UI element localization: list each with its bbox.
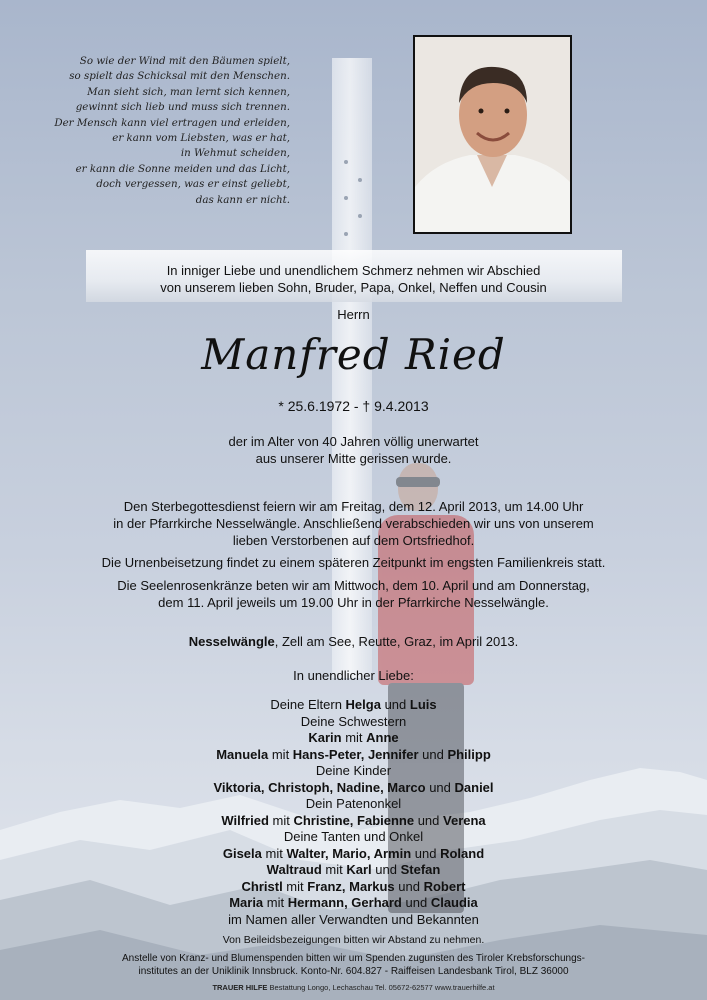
mourner-line <box>0 747 707 764</box>
mourner-text: Deine Tanten und Onkel <box>283 829 424 844</box>
mourner-name: Anne <box>366 730 399 745</box>
funeral-service-text <box>0 498 707 549</box>
mourner-name: Viktoria, Christoph, Nadine, Marco <box>213 779 426 795</box>
donation-line: institutes an der Uniklinik Innsbruck. Konto-Nr. 604.827 - Raiffeisen Landesbank Tirol, BLZ 36000 <box>138 966 569 977</box>
mourner-name: Hans-Peter, Jennifer <box>292 746 419 762</box>
mourner-line <box>0 829 707 846</box>
mourner-text: und <box>394 878 424 894</box>
mourner-text: mit <box>341 730 367 745</box>
footer-brand: TRAUER HILFE <box>212 983 268 992</box>
mourner-text: Deine Kinder <box>315 763 392 778</box>
mourner-text: Deine Eltern <box>270 697 346 712</box>
mourner-text: und <box>371 862 401 877</box>
mourner-name: Manuela <box>216 746 269 762</box>
mourner-name: Christine, Fabienne <box>293 812 415 828</box>
mourner-text: Dein Patenonkel <box>305 796 402 811</box>
mourner-name: Wilfried <box>221 812 269 828</box>
mourner-name: Stefan <box>400 862 441 877</box>
service-line: lieben Verstorbenen auf dem Ortsfriedhof. <box>232 533 475 548</box>
mourner-name: Luis <box>409 697 437 712</box>
mourner-text: und <box>401 895 431 910</box>
place-date <box>0 634 707 649</box>
mourner-text: mit <box>268 746 293 762</box>
service-line: Den Sterbegottesdienst feiern wir am Freitag, dem 12. April 2013, um 14.00 Uhr <box>123 499 584 514</box>
mourner-name: Daniel <box>454 779 494 795</box>
poem-line: er kann die Sonne meiden und das Licht, <box>75 162 290 175</box>
mourner-name: Helga <box>345 697 381 712</box>
place-name: Nesselwängle <box>188 634 275 649</box>
mourner-name: Waltraud <box>266 862 322 877</box>
urn-burial-text: Die Urnenbeisetzung findet zu einem späteren Zeitpunkt im engsten Familienkreis statt. <box>101 555 606 570</box>
poem-line: gewinnt sich lieb und muss sich trennen. <box>75 101 290 114</box>
poem <box>40 54 290 208</box>
mourner-name: Hermann, Gerhard <box>287 895 402 910</box>
mourner-text: Deine Schwestern <box>300 713 407 729</box>
poem-line: Der Mensch kann viel ertragen und erleiden, <box>54 116 290 129</box>
mourner-line <box>0 879 707 896</box>
mourner-text: und <box>418 746 448 762</box>
mourner-text: mit <box>263 895 288 910</box>
mourner-name: Roland <box>440 845 485 861</box>
mourner-name: Christl <box>241 878 283 894</box>
age-line: aus unserer Mitte gerissen wurde. <box>255 451 452 466</box>
mourner-line <box>0 796 707 813</box>
poem-line: doch vergessen, was er einst geliebt, <box>96 178 290 191</box>
mourner-line <box>0 780 707 797</box>
rosary-line: dem 11. April jeweils um 19.00 Uhr in der Pfarrkirche Nesselwängle. <box>158 595 549 610</box>
mourner-text: und <box>411 845 441 861</box>
mourner-line <box>0 763 707 780</box>
mourner-name: Claudia <box>430 895 478 910</box>
rosary-line: Die Seelenrosenkränze beten wir am Mittwoch, dem 10. April und am Donnerstag, <box>117 578 590 593</box>
mourner-name: Franz, Markus <box>307 878 395 894</box>
love-heading: In unendlicher Liebe: <box>293 668 414 683</box>
intro-line: von unserem lieben Sohn, Bruder, Papa, Onkel, Neffen und Cousin <box>160 280 547 295</box>
salutation: Herrn <box>337 307 370 322</box>
poem-line: das kann er nicht. <box>195 193 290 206</box>
age-line: der im Alter von 40 Jahren völlig unerwartet <box>228 434 479 449</box>
mourner-name: Karin <box>308 730 342 745</box>
mourner-line <box>0 697 707 714</box>
mourner-line <box>0 846 707 863</box>
mourner-text: und <box>380 697 410 712</box>
mourner-text: und <box>425 779 455 795</box>
service-line: in der Pfarrkirche Nesselwängle. Anschließend verabschieden wir uns von unserem <box>113 516 594 531</box>
mourner-line <box>0 730 707 747</box>
mourner-name: Maria <box>229 895 264 910</box>
mourner-line <box>0 862 707 879</box>
mourner-text: mit <box>261 845 287 861</box>
life-dates: * 25.6.1972 - † 9.4.2013 <box>278 398 429 414</box>
mourners-list <box>0 697 707 928</box>
mourner-text: im Namen aller Verwandten und Bekannten <box>228 911 479 927</box>
poem-line: So wie der Wind mit den Bäumen spielt, <box>79 55 290 67</box>
mourner-name: Gisela <box>222 845 262 861</box>
condolence-note: Von Beileidsbezeigungen bitten wir Abstand zu nehmen. <box>222 934 485 946</box>
undertaker-footer <box>0 983 707 992</box>
mourner-text: und <box>414 812 444 828</box>
mourner-line <box>0 714 707 731</box>
mourner-line <box>0 813 707 830</box>
donation-line: Anstelle von Kranz- und Blumenspenden bitten wir um Spenden zugunsten des Tiroler Krebsforschungs- <box>121 953 586 964</box>
mourner-name: Philipp <box>447 746 491 762</box>
poem-line: er kann vom Liebsten, was er hat, <box>112 132 290 145</box>
portrait-photo <box>413 35 572 234</box>
mourner-text: mit <box>321 862 347 877</box>
poem-line: so spielt das Schicksal mit den Menschen. <box>69 70 290 83</box>
mourner-name: Robert <box>423 878 466 894</box>
place-rest: , Zell am See, Reutte, Graz, im April 2013. <box>274 634 519 649</box>
poem-line: Man sieht sich, man lernt sich kennen, <box>87 85 290 98</box>
intro-text <box>0 262 707 296</box>
mourner-name: Walter, Mario, Armin <box>286 845 412 861</box>
age-text <box>0 433 707 467</box>
footer-text: Bestattung Longo, Lechaschau Tel. 05672-62577 www.trauerhilfe.at <box>267 983 495 992</box>
donation-note <box>0 952 707 978</box>
mourner-line <box>0 895 707 912</box>
poem-line: in Wehmut scheiden, <box>180 147 290 160</box>
rosary-text <box>0 577 707 611</box>
deceased-name: Manfred Ried <box>201 330 506 379</box>
mourner-name: Verena <box>443 812 486 828</box>
mourner-name: Karl <box>346 862 372 877</box>
intro-line: In inniger Liebe und unendlichem Schmerz nehmen wir Abschied <box>166 263 541 278</box>
mourner-text: mit <box>282 878 308 894</box>
mourner-text: mit <box>268 812 294 828</box>
mourner-line <box>0 912 707 929</box>
